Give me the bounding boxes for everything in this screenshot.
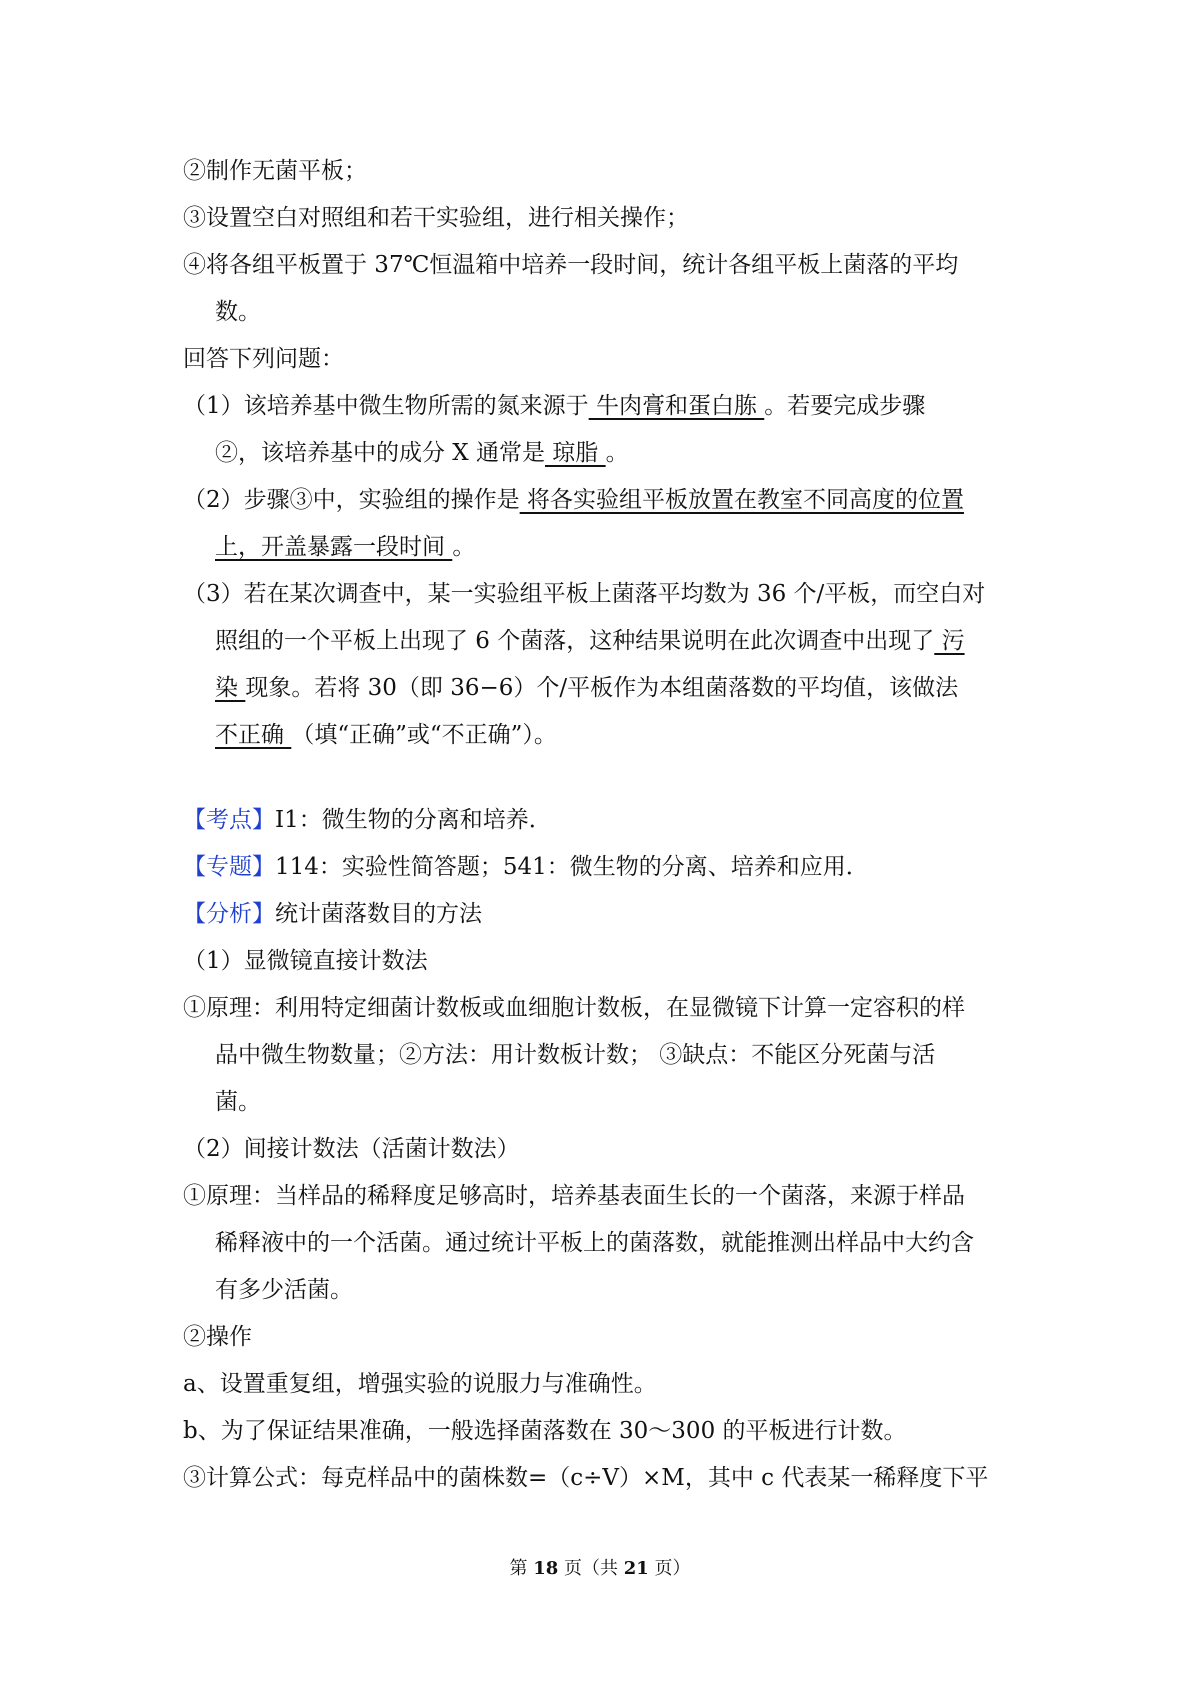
analysis-line-5: （2）间接计数法（活菌计数法） (183, 1136, 520, 1162)
step-2-line: ②制作无菌平板； (183, 158, 367, 184)
total-pages: 21 (623, 1558, 649, 1579)
q1-text-post: 。若要完成步骤 (764, 393, 926, 419)
question-1-line-2 (183, 430, 1033, 477)
analysis-line-7: 稀释液中的一个活菌。通过统计平板上的菌落数，就能推测出样品中大约含 (215, 1230, 974, 1256)
kaodian-label: 【考点】 (183, 807, 275, 833)
analysis-line-9: ②操作 (183, 1324, 252, 1350)
q1b-text-post: 。 (605, 440, 629, 466)
analysis-line-3: 品中微生物数量；②方法：用计数板计数； ③缺点：不能区分死菌与活 (215, 1042, 936, 1068)
q3-text: 照组的一个平板上出现了 6 个菌落，这种结果说明在此次调查中出现了 (215, 628, 935, 654)
q2-answer-part-1: 将各实验组平板放置在教室不同高度的位置 (519, 487, 964, 513)
page-number: 18 (533, 1558, 559, 1579)
q1-answer-nitrogen: 牛肉膏和蛋白胨 (588, 393, 765, 419)
question-intro: 回答下列问题： (183, 346, 344, 372)
fenxi-line (183, 891, 1033, 938)
fenxi-label: 【分析】 (183, 901, 275, 927)
fenxi-text: 统计菌落数目的方法 (275, 901, 482, 927)
analysis-line-11: b、为了保证结果准确，一般选择菌落数在 30～300 的平板进行计数。 (183, 1418, 907, 1444)
analysis-line-8: 有多少活菌。 (215, 1277, 353, 1303)
analysis-line-12: ③计算公式：每克样品中的菌株数=（c÷V）×M，其中 c 代表某一稀释度下平 (183, 1465, 989, 1491)
q2-text-post: 。 (452, 534, 476, 560)
page-content (183, 148, 1033, 1502)
footer-text-mid: 页（共 (564, 1558, 618, 1579)
zhuanti-line (183, 844, 1033, 891)
q3-answer-contamination-part-1: 污 (934, 628, 965, 654)
analysis-line-1: （1）显微镜直接计数法 (183, 948, 428, 974)
q3-answer-contamination-part-2: 染 (215, 675, 246, 701)
kaodian-line (183, 797, 1033, 844)
zhuanti-text: 114：实验性简答题；541：微生物的分离、培养和应用． (275, 854, 869, 880)
question-2-line-2 (183, 524, 1033, 571)
step-4-line: ④将各组平板置于 37℃恒温箱中培养一段时间，统计各组平板上菌落的平均 (183, 252, 959, 278)
analysis-line-10: a、设置重复组，增强实验的说服力与准确性。 (183, 1371, 657, 1397)
q2-answer-part-2: 上，开盖暴露一段时间 (215, 534, 453, 560)
q1-answer-agar: 琼脂 (545, 440, 606, 466)
step-4-line-cont: 数。 (215, 299, 261, 325)
analysis-line-4: 菌。 (215, 1089, 261, 1115)
page-footer (0, 1554, 1200, 1580)
q3-text-post: （填“正确”或“不正确”）。 (291, 722, 557, 748)
question-3-line-4 (183, 712, 1033, 759)
kaodian-text: I1：微生物的分离和培养． (275, 807, 552, 833)
footer-text-pre: 第 (509, 1558, 528, 1579)
q1b-text: ②，该培养基中的成分 X 通常是 (215, 440, 545, 466)
analysis-line-2: ①原理：利用特定细菌计数板或血细胞计数板，在显微镜下计算一定容积的样 (183, 995, 965, 1021)
question-1-line-1 (183, 383, 1033, 430)
footer-text-post: 页） (654, 1558, 691, 1579)
step-3-line: ③设置空白对照组和若干实验组，进行相关操作； (183, 205, 689, 231)
question-2-line-1 (183, 477, 1033, 524)
question-3-line-1: （3）若在某次调查中，某一实验组平板上菌落平均数为 36 个/平板，而空白对 (183, 581, 986, 607)
q1-text: （1）该培养基中微生物所需的氮来源于 (183, 393, 589, 419)
q3-answer-incorrect: 不正确 (215, 722, 292, 748)
q2-text: （2）步骤③中，实验组的操作是 (183, 487, 520, 513)
question-3-line-3 (183, 665, 1033, 712)
q3-text-mid: 现象。若将 30（即 36−6）个/平板作为本组菌落数的平均值，该做法 (245, 675, 959, 701)
zhuanti-label: 【专题】 (183, 854, 275, 880)
section-gap (183, 759, 1033, 797)
question-3-line-2 (183, 618, 1033, 665)
analysis-line-6: ①原理：当样品的稀释度足够高时，培养基表面生长的一个菌落，来源于样品 (183, 1183, 965, 1209)
